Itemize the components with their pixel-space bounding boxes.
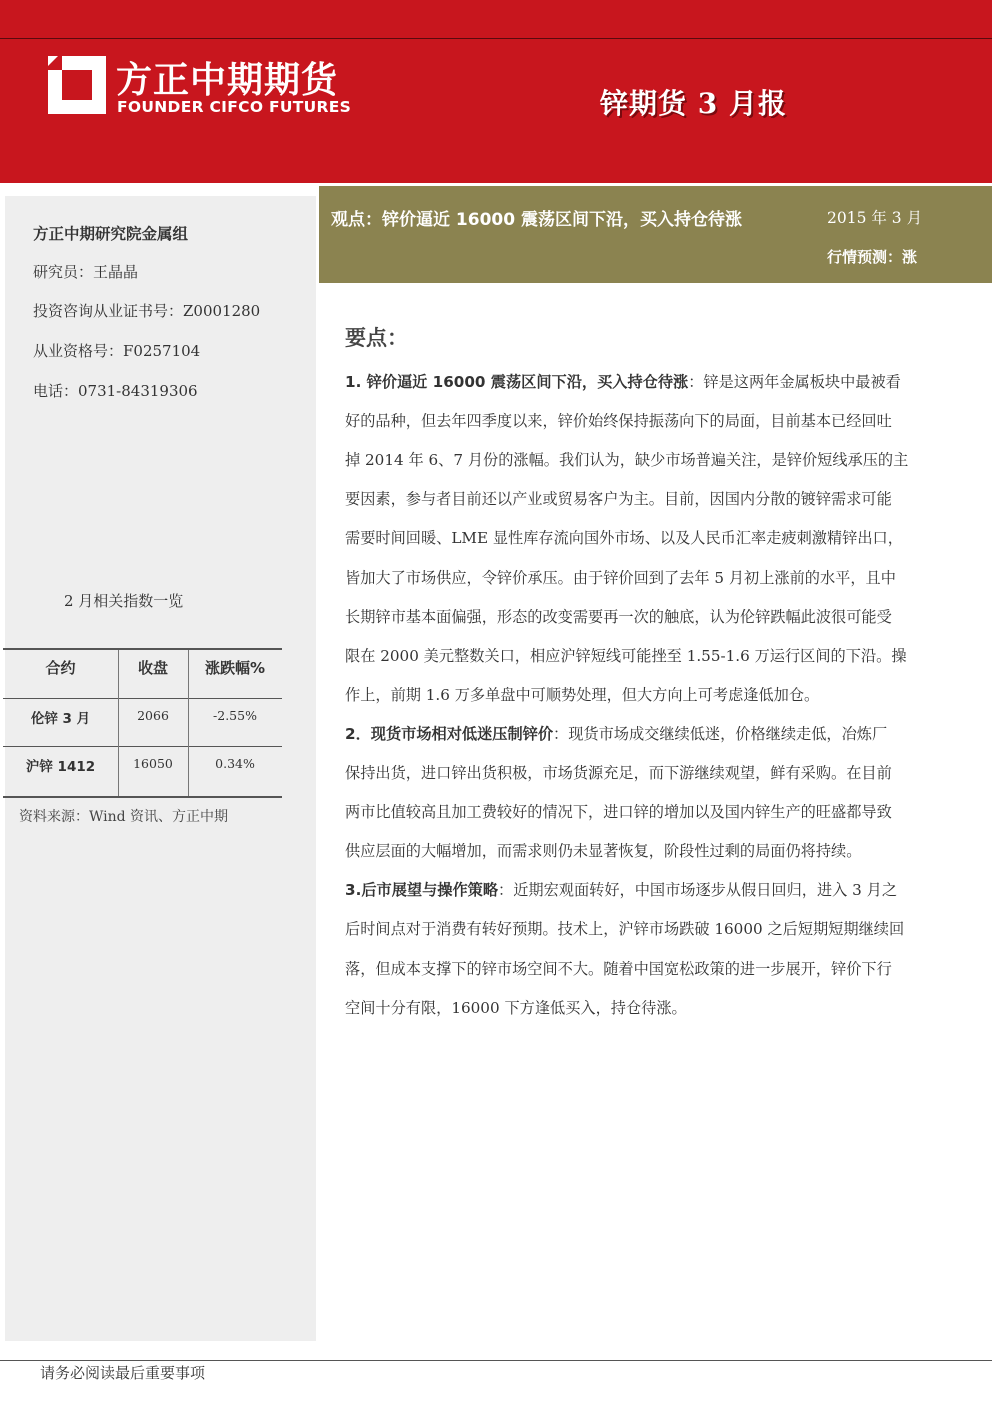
footer-divider [0, 1360, 992, 1361]
body-text: 空间十分有限，16000 下方逢低买入，持仓待涨。 [345, 999, 687, 1017]
table-cell-change: 0.34% [215, 756, 255, 771]
body-text: 作上，前期 1.6 万多单盘中可顺势处理，但大方向上可考虑逢低加仓。 [345, 686, 820, 704]
table-bottom-rule [3, 796, 282, 798]
phone-number: 电话：0731-84319306 [33, 382, 198, 400]
body-text-line [345, 919, 980, 939]
table-top-rule [3, 648, 282, 650]
body-text-line [345, 489, 980, 509]
data-source: 资料来源：Wind 资讯、方正中期 [19, 809, 229, 825]
section-heading: 3.后市展望与操作策略 [345, 881, 499, 899]
qualification-number: 从业资格号：F0257104 [33, 342, 201, 360]
section-heading: 2．现货市场相对低迷压制锌价 [345, 725, 554, 743]
body-text: 要因素，参与者目前还以产业或贸易客户为主。目前，因国内分散的镀锌需求可能 [345, 490, 892, 508]
body-text-line [345, 685, 980, 705]
body-text-line [345, 607, 980, 627]
table-header-contract: 合约 [45, 659, 76, 677]
body-text-line [345, 372, 980, 392]
viewpoint-banner [319, 186, 992, 283]
body-text: ：锌是这两年金属板块中最被看 [688, 373, 901, 391]
viewpoint-text: 观点：锌价逼近 16000 震荡区间下沿，买入持仓待涨 [331, 210, 742, 230]
report-title: 锌期货 3 月报 [600, 87, 787, 120]
table-cell-contract: 沪锌 1412 [25, 759, 96, 775]
footer-notice: 请务必阅读最后重要事项 [40, 1364, 206, 1382]
body-text: 需要时间回暖、LME 显性库存流向国外市场、以及人民币汇率走疲刺激精锌出口， [345, 529, 903, 547]
body-text-line [345, 528, 980, 548]
body-text-line [345, 411, 980, 431]
body-text: 保持出货，进口锌出货积极，市场货源充足，而下游继续观望，鲜有采购。在目前 [345, 764, 892, 782]
table-header-close: 收盘 [137, 659, 168, 677]
body-text: 皆加大了市场供应，令锌价承压。由于锌价回到了去年 5 月初上涨前的水平，且中 [345, 569, 896, 587]
report-header [0, 0, 992, 183]
certificate-number: 投资咨询从业证书号：Z0001280 [33, 302, 261, 320]
body-text: 落，但成本支撑下的锌市场空间不大。随着中国宽松政策的进一步展开，锌价下行 [345, 960, 892, 978]
body-text: 供应层面的大幅增加，而需求则仍未显著恢复，阶段性过剩的局面仍将持续。 [345, 842, 862, 860]
body-text-line [345, 646, 980, 666]
logo-text-en: FOUNDER CIFCO FUTURES [117, 98, 352, 116]
body-text: 好的品种，但去年四季度以来，锌价始终保持振荡向下的局面，目前基本已经回吐 [345, 412, 892, 430]
body-text: 后时间点对于消费有转好预期。技术上，沪锌市场跌破 16000 之后短期短期继续回 [345, 920, 905, 938]
body-text: ：近期宏观面转好，中国市场逐步从假日回归，进入 3 月之 [498, 881, 898, 899]
key-points-heading: 要点： [345, 326, 408, 350]
body-text-line [345, 763, 980, 783]
body-text: 掉 2014 年 6、7 月份的涨幅。我们认为，缺少市场普遍关注，是锌价短线承压的主 [345, 451, 909, 469]
body-text: 两市比值较高且加工费较好的情况下，进口锌的增加以及国内锌生产的旺盛都导致 [345, 803, 892, 821]
body-text-line [345, 450, 980, 470]
body-text: 限在 2000 美元整数关口，相应沪锌短线可能挫至 1.55-1.6 万运行区间的下沿。操 [345, 647, 907, 665]
logo-text-cn: 方正中期期货 [116, 60, 339, 101]
table-title: 2 月相关指数一览 [64, 592, 184, 610]
body-text: 长期锌市基本面偏强，形态的改变需要再一次的触底，认为伦锌跌幅此波很可能受 [345, 608, 892, 626]
body-text-line [345, 959, 980, 979]
header-divider [0, 38, 992, 39]
body-text-line [345, 568, 980, 588]
report-date: 2015 年 3 月 [827, 209, 923, 227]
body-text-line [345, 998, 980, 1018]
section-heading: 1. 锌价逼近 16000 震荡区间下沿，买入持仓待涨 [345, 373, 689, 391]
research-group: 方正中期研究院金属组 [33, 225, 189, 243]
body-text: ：现货市场成交继续低迷，价格继续走低，冶炼厂 [553, 725, 888, 743]
table-cell-close: 16050 [133, 756, 173, 771]
analyst-name: 研究员：王晶晶 [33, 263, 139, 281]
table-cell-contract: 伦锌 3 月 [30, 711, 91, 727]
table-row-rule [3, 746, 282, 747]
table-header-rule [3, 698, 282, 699]
body-text-line [345, 841, 980, 861]
body-text-line [345, 880, 980, 900]
table-header-change: 涨跌幅% [204, 659, 266, 677]
table-cell-change: -2.55% [213, 708, 257, 723]
body-text-line [345, 802, 980, 822]
table-cell-close: 2066 [137, 708, 169, 723]
market-forecast: 行情预测：涨 [827, 248, 918, 266]
founder-logo-icon [48, 56, 106, 114]
body-text-line [345, 724, 980, 744]
